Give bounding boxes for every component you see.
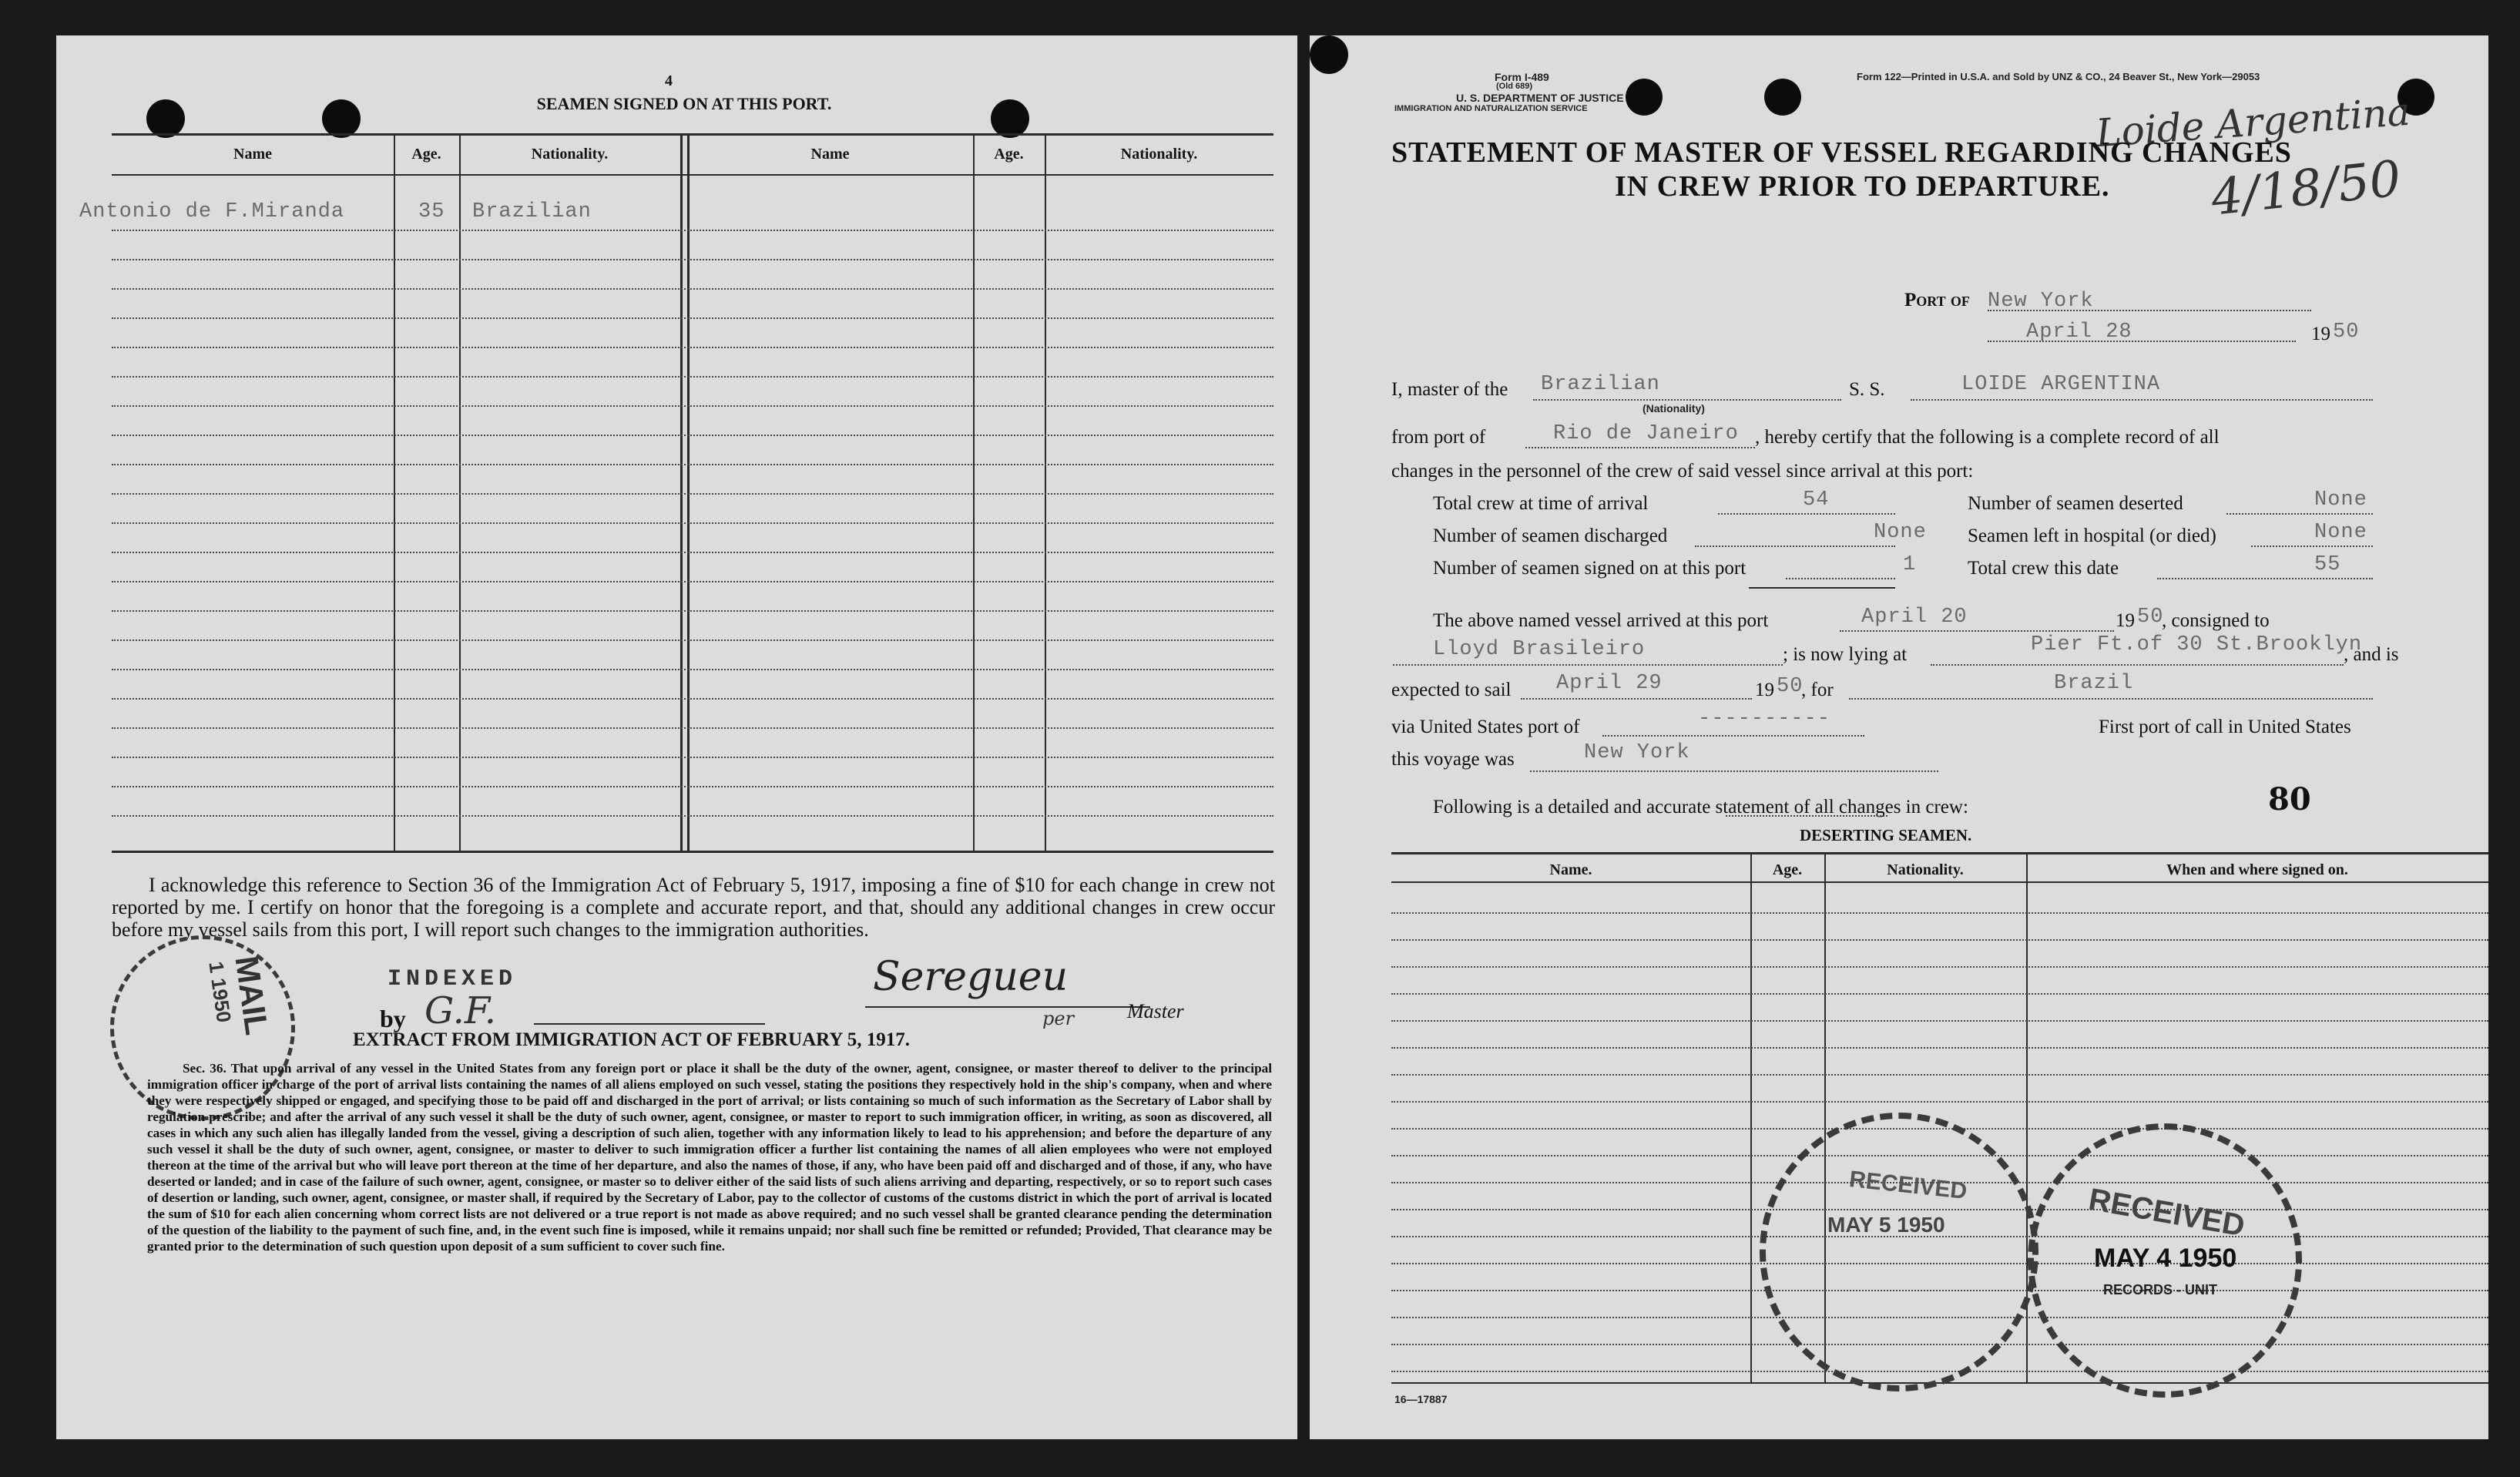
received-stamp-1: [1760, 1113, 2038, 1391]
punch-hole: [1764, 79, 1801, 116]
date-value: April 28: [2026, 321, 2132, 344]
column-rule: [680, 133, 683, 851]
service: IMMIGRATION AND NATURALIZATION SERVICE: [1394, 104, 1588, 113]
expected-rule: [1521, 698, 1752, 700]
stamp2-text: RECEIVED: [2085, 1182, 2247, 1244]
indexed-initials: G.F.: [424, 989, 496, 1032]
table-ruling: [112, 581, 1273, 582]
table-ruling: [1391, 1020, 2488, 1022]
signed-on-label: Number of seamen signed on at this port: [1433, 558, 1747, 579]
table-ruling: [112, 669, 1273, 670]
arrived-year-suffix: 50: [2137, 606, 2164, 629]
title-line-1: STATEMENT OF MASTER OF VESSEL REGARDING CHANGES: [1391, 136, 2292, 169]
table-bottom-rule: [112, 851, 1273, 853]
total-crew-arrival-label: Total crew at time of arrival: [1433, 493, 1649, 514]
table-header-rule: [112, 174, 1273, 176]
column-rule: [394, 133, 395, 851]
deserting-column-rule: [1750, 852, 1752, 1382]
count-rule: [1786, 578, 1895, 579]
form-old: (Old 689): [1496, 82, 1533, 91]
table-ruling: [1391, 993, 2488, 995]
total-crew-date-label: Total crew this date: [1968, 558, 2119, 579]
stamp1-date: MAY 5 1950: [1827, 1213, 1945, 1237]
arrived-label: The above named vessel arrived at this port: [1433, 610, 1769, 631]
expected-label: expected to sail: [1391, 680, 1512, 700]
ship-rule: [1911, 399, 2373, 401]
count-rule: [1718, 513, 1895, 515]
deserting-top-rule: [1391, 852, 2488, 854]
acknowledgement-text: I acknowledge this reference to Section 36 of the Immigration Act of February 5, 1917, imposing a fine of $10 for each change in crew not reported by me. I certify on honor that the foregoing is a complete and accurate report, and that, should any additional changes in crew occur before my vessel sails from this port, I will report such changes to the immigration authorities.: [112, 874, 1275, 941]
master-signature: Seregueu: [873, 954, 1069, 1000]
certify-text-1: , hereby certify that the following is a complete record of all: [1755, 427, 2220, 448]
arrived-value: April 20: [1861, 606, 1968, 629]
via-rule: [1602, 735, 1864, 737]
table-ruling: [112, 435, 1273, 436]
column-rule: [973, 133, 975, 851]
expected-year-prefix: 19: [1755, 680, 1774, 700]
for-label: , for: [1801, 680, 1834, 700]
punch-hole: [1626, 79, 1663, 116]
this-voyage-label: this voyage was: [1391, 749, 1515, 770]
department: U. S. DEPARTMENT OF JUSTICE: [1456, 92, 1624, 104]
for-rule: [1849, 698, 2373, 700]
following-rule: [1726, 815, 1887, 817]
stamp2-date: MAY 4 1950: [2094, 1244, 2237, 1273]
hospital-value: None: [2314, 521, 2367, 544]
left-page-title: SEAMEN SIGNED ON AT THIS PORT.: [536, 94, 832, 113]
nationality-rule: [1533, 399, 1841, 401]
table-ruling: [112, 376, 1273, 378]
table-ruling: [112, 786, 1273, 787]
printer-line: Form 122—Printed in U.S.A. and Sold by UNZ & CO., 24 Beaver St., New York—29053: [1857, 71, 2260, 82]
mail-stamp-date: 1 1950: [204, 960, 237, 1024]
col-header-age: Age.: [411, 146, 441, 163]
section-36-text: [147, 1060, 1272, 1254]
column-rule: [687, 133, 690, 851]
section-body: That upon arrival of any vessel in the United States from any foreign port or place it shall be the duty of the owner, agent, consignee, or master thereof to deliver to the principal immigration officer in charge of the port of arrival lists containing the names of all aliens employed on such vessel, stating the positions they respectively hold in the ship's company, when and where they were respectively shipped or engaged, and specifying those to be paid off and discharged in the port of arrival; or lists containing so much of such information as the Secretary of Labor shall by regulation prescribe; and after the arrival of any such vessel it shall be the duty of such owner, agent, consignee, or master to report to such immigration officer, in writing, as soon as discovered, all cases in which any such alien has illegally landed from the vessel, giving a description of such alien, together with any information likely to lead to his apprehension; and before the departure of any such vessel it shall be the duty of such owner, agent, consignee, or master to deliver to such immigration officer a further list containing the names of all alien employees who were not employed thereon at the time of the arrival but who will leave port thereon at the time of her departure, and also the names of those, if any, who have been paid off and discharged and of those, if any, who have deserted or landed; and in case of the failure of such owner, agent, consignee, or master so to deliver either of the said lists of such aliens arriving and departing, respectively, or so to report such cases of desertion or landing, such owner, agent, consignee, or master shall, if required by the Secretary of Labor, pay to the collector of customs of the customs district in which the port of arrival is located the sum of $10 for each alien concerning whom correct lists are not delivered or a true report is not made as above required; and no such vessel shall be granted clearance pending the determination of the question of the liability to the payment of such fine, and, in the event such fine is imposed, while it remains unpaid; nor shall such fine be remitted or refunded; Provided, That clearance may be granted prior to the determination of such question upon deposit of a sum sufficient to cover such fine.: [147, 1061, 1272, 1254]
lying-value: Pier Ft.of 30 St.Brooklyn: [2031, 633, 2363, 656]
deserting-col-when-where: When and where signed on.: [2166, 861, 2348, 878]
via-label: via United States port of: [1391, 717, 1580, 737]
count-rule: [2157, 578, 2373, 579]
nationality-caption: (Nationality): [1643, 402, 1705, 415]
ss-label: S. S.: [1849, 379, 1885, 400]
sum-rule: [1749, 587, 1895, 589]
discharged-value: None: [1874, 521, 1927, 544]
signed-on-value: 1: [1903, 553, 1917, 576]
table-ruling: [112, 727, 1273, 729]
table-ruling: [112, 288, 1273, 290]
col-header-nationality: Nationality.: [531, 146, 609, 163]
from-port-value: Rio de Janeiro: [1553, 422, 1739, 445]
for-value: Brazil: [2054, 672, 2134, 695]
from-port-rule: [1525, 447, 1755, 448]
total-crew-arrival-value: 54: [1803, 488, 1830, 512]
table-ruling: [112, 405, 1273, 407]
this-voyage-value: New York: [1584, 741, 1690, 764]
left-page: [56, 35, 1297, 1439]
voyage-rule: [1530, 770, 1938, 772]
discharged-label: Number of seamen discharged: [1433, 525, 1668, 546]
master-of-label: I, master of the: [1391, 379, 1508, 400]
table-ruling: [112, 522, 1273, 524]
table-ruling: [112, 347, 1273, 348]
handwritten-number: 80: [2268, 781, 2311, 817]
port-label: Port of: [1904, 290, 1970, 311]
count-rule: [2226, 513, 2373, 515]
col-header-age-2: Age.: [994, 146, 1024, 163]
table-ruling: [112, 493, 1273, 495]
title-line-2: IN CREW PRIOR TO DEPARTURE.: [1615, 170, 2110, 203]
punch-hole: [146, 99, 185, 138]
first-port-label: First port of call in United States: [2099, 717, 2351, 737]
section-label: Sec. 36.: [183, 1061, 226, 1076]
certify-text-2: changes in the personnel of the crew of said vessel since arrival at this port:: [1391, 461, 1974, 482]
expected-year-suffix: 50: [1777, 675, 1804, 698]
nationality-value: Brazilian: [1541, 373, 1660, 396]
table-ruling: [1391, 939, 2488, 941]
deserting-title: DESERTING SEAMEN.: [1800, 826, 1972, 844]
handwritten-ship: Loide Argentina: [2094, 89, 2412, 156]
deserting-col-nationality: Nationality.: [1887, 861, 1964, 878]
date-year-prefix: 19: [2311, 324, 2330, 344]
form-code: 16—17887: [1394, 1393, 1448, 1405]
column-rule: [459, 133, 461, 851]
table-ruling: [1391, 966, 2488, 968]
arrived-rule: [1840, 630, 2114, 632]
date-year-suffix: 50: [2333, 321, 2360, 344]
table-ruling: [1391, 1101, 2488, 1103]
indexed-by-label: by: [380, 1005, 406, 1032]
col-header-nationality-2: Nationality.: [1120, 146, 1198, 163]
mail-stamp-text: MAIL: [228, 954, 276, 1038]
table-ruling: [112, 317, 1273, 319]
table-ruling: [112, 230, 1273, 231]
consignee-rule: [1393, 664, 1783, 666]
placeholder-hole: [1310, 35, 1348, 74]
table-ruling: [112, 464, 1273, 465]
indexed-stamp: INDEXED: [388, 966, 518, 992]
row-nationality: Brazilian: [472, 200, 592, 223]
col-header-name-2: Name: [810, 146, 850, 163]
deserting-col-age: Age.: [1772, 861, 1803, 878]
lying-rule: [1931, 664, 2344, 666]
hospital-label: Seamen left in hospital (or died): [1968, 525, 2216, 546]
indexed-rule: [534, 1023, 765, 1025]
deserting-col-name: Name.: [1549, 861, 1592, 878]
table-ruling: [112, 639, 1273, 641]
table-ruling: [112, 552, 1273, 553]
right-page: [1310, 35, 2488, 1439]
column-rule: [1045, 133, 1046, 851]
form-number: Form I-489: [1495, 71, 1549, 83]
col-header-name: Name: [233, 146, 272, 163]
deserted-value: None: [2314, 488, 2367, 512]
row-age: 35: [418, 200, 445, 223]
table-top-rule: [112, 133, 1273, 136]
arrived-year-prefix: 19: [2116, 610, 2135, 631]
table-ruling: [1391, 912, 2488, 914]
from-port-label: from port of: [1391, 427, 1486, 448]
table-ruling: [112, 259, 1273, 260]
table-ruling: [112, 698, 1273, 700]
table-ruling: [1391, 1074, 2488, 1076]
punch-hole: [322, 99, 361, 138]
table-ruling: [1391, 1047, 2488, 1049]
deserted-label: Number of seamen deserted: [1968, 493, 2183, 514]
table-ruling: [112, 815, 1273, 817]
stamp2-unit: RECORDS - UNIT: [2103, 1282, 2217, 1297]
count-rule: [2251, 545, 2373, 547]
master-label: Master: [1127, 1000, 1184, 1022]
punch-hole: [991, 99, 1029, 138]
handwritten-date: 4/18/50: [2208, 150, 2404, 227]
table-ruling: [112, 610, 1273, 612]
count-rule: [1695, 545, 1895, 547]
row-name: Antonio de F.Miranda: [79, 200, 345, 223]
ship-name: LOIDE ARGENTINA: [1961, 373, 2161, 396]
total-crew-date-value: 55: [2314, 553, 2341, 576]
extract-title: EXTRACT FROM IMMIGRATION ACT OF FEBRUARY 5, 1917.: [353, 1029, 910, 1050]
lying-label: ; is now lying at: [1783, 644, 1908, 665]
deserting-header-rule: [1391, 881, 2488, 883]
page-number: 4: [665, 72, 673, 89]
via-value: ----------: [1698, 707, 1831, 730]
consigned-label: , consigned to: [2162, 610, 2270, 631]
master-per: per: [1042, 1008, 1075, 1029]
and-is-label: , and is: [2344, 644, 2399, 665]
expected-value: April 29: [1556, 672, 1663, 695]
table-ruling: [112, 757, 1273, 758]
following-label: Following is a detailed and accurate statement of all changes in crew:: [1433, 797, 1968, 817]
signature-rule: [865, 1006, 1150, 1008]
port-value: New York: [1988, 290, 2094, 313]
consignee-value: Lloyd Brasileiro: [1433, 638, 1646, 661]
stamp1-text: RECEIVED: [1847, 1166, 1968, 1204]
